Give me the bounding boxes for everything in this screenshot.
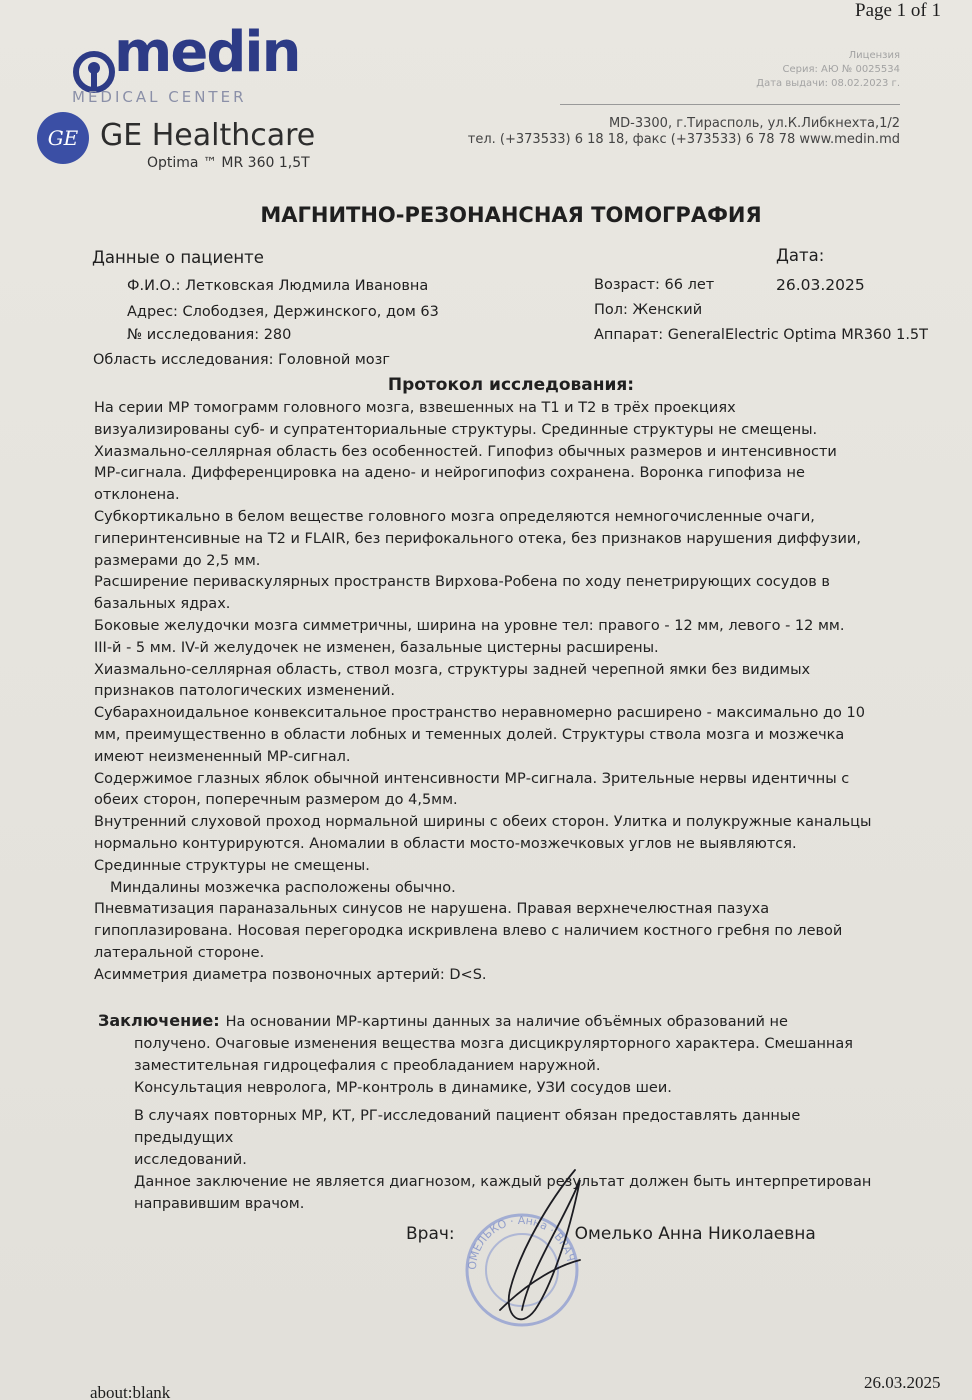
print-footer-date: 26.03.2025 <box>864 1373 941 1392</box>
doctor-name: Омелько Анна Николаевна <box>574 1224 816 1244</box>
date-label: Дата: <box>776 246 825 265</box>
clinic-address: MD-3300, г.Тирасполь, ул.К.Либкнехта,1/2 <box>608 116 900 131</box>
protocol-paragraph: Пневматизация параназальных синусов не нарушена. Правая верхнечелюстная пазуха гипоплазирована. Носовая перегородка искривлена влево с наличием костного гребня по левой латеральной стороне. <box>94 901 843 961</box>
protocol-paragraph: Внутренний слуховой проход нормальной ширины с обеих сторон. Улитка и полукружные канальцы нормально контурируются. Аномалии в области мосто-мозжечковых углов не выявляются. Срединные структуры не смещены. <box>94 814 872 874</box>
notice-previous-studies: В случаях повторных МР, КТ, РГ-исследований пациент обязан предоставлять данные предыдущих исследований. <box>134 1108 801 1168</box>
print-footer-url: about:blank <box>90 1383 171 1400</box>
doctor-signature <box>480 1160 590 1340</box>
medin-subtitle: MEDICAL CENTER <box>72 88 247 106</box>
patient-sex: Пол: Женский <box>594 302 703 318</box>
conclusion-first-line: На основании МР-картины данных за наличие объёмных образований не <box>225 1014 788 1030</box>
recommendation: Консультация невролога, МР-контроль в динамике, УЗИ сосудов шеи. <box>134 1080 672 1096</box>
ge-emblem-icon: GE <box>37 112 89 164</box>
protocol-paragraph: Субкортикально в белом веществе головного мозга определяются немногочисленные очаги, гиперинтенсивные на Т2 и FLAIR, без перифокального отека, без признаков нарушения диффузии, размерами до 2,5 мм. <box>94 508 861 569</box>
patient-section-label: Данные о пациенте <box>92 248 264 267</box>
device: Аппарат: GeneralElectric Optima MR360 1.5T <box>594 327 929 343</box>
page-number: Page 1 of 1 <box>855 0 942 21</box>
patient-name: Ф.И.О.: Летковская Людмила Ивановна <box>127 278 429 294</box>
protocol-title: Протокол исследования: <box>387 375 635 395</box>
conclusion-text: получено. Очаговые изменения вещества мозга дисцикрулярторного характера. Смешанная заместительная гидроцефалия с преобладанием наружной. <box>134 1036 854 1074</box>
notice-not-diagnosis: Данное заключение не является диагнозом, каждый результат должен быть интерпретирован направившим врачом. <box>134 1174 872 1212</box>
license-line-2: Серия: АЮ № 0025534 <box>782 64 900 75</box>
patient-address: Адрес: Слободзея, Держинского, дом 63 <box>127 304 439 320</box>
date-value: 26.03.2025 <box>776 276 865 294</box>
study-number: № исследования: 280 <box>127 327 292 343</box>
protocol-paragraph: Хиазмально-селлярная область без особенностей. Гипофиз обычных размеров и интенсивности МР-сигнала. Дифференцировка на адено- и нейрогипофиз сохранена. Воронка гипофиза не отклонена. <box>94 443 837 504</box>
clinic-phones: тел. (+373533) 6 18 18, факс (+373533) 6 78 78 www.medin.md <box>467 132 900 147</box>
study-region: Область исследования: Головной мозг <box>93 352 391 368</box>
document-title: МАГНИТНО-РЕЗОНАНСНАЯ ТОМОГРАФИЯ <box>260 203 762 227</box>
license-line-1: Лицензия <box>848 50 900 61</box>
license-line-3: Дата выдачи: 08.02.2023 г. <box>756 78 900 89</box>
protocol-paragraph: Расширение периваскулярных пространств Вирхова-Робена по ходу пенетрирующих сосудов в базальных ядрах. <box>94 574 830 613</box>
protocol-paragraph: Асимметрия диаметра позвоночных артерий: D<S. <box>94 966 487 983</box>
ge-brand-name: GE Healthcare <box>100 118 316 153</box>
conclusion-label: Заключение: <box>98 1011 220 1030</box>
stamp-text: ОМЕЛЬКО · Анна · ВРАЧ <box>465 1213 578 1271</box>
protocol-paragraph: Хиазмально-селлярная область, ствол мозга, структуры задней черепной ямки без видимых признаков патологических изменений. <box>94 661 811 700</box>
protocol-paragraph: На серии МР томограмм головного мозга, взвешенных на Т1 и Т2 в трёх проекциях визуализированы суб- и супратенториальные структуры. Срединные структуры не смещены. <box>94 400 818 438</box>
patient-age: Возраст: 66 лет <box>594 277 715 293</box>
header-divider <box>560 104 900 105</box>
protocol-paragraph: Содержимое глазных яблок обычной интенсивности МР-сигнала. Зрительные нервы идентичны с обеих сторон, поперечным размером до 4,5мм. <box>94 770 850 809</box>
protocol-paragraph: Боковые желудочки мозга симметричны, ширина на уровне тел: правого - 12 мм, левого - 12 мм. III-й - 5 мм. IV-й желудочек не изменен, базальные цистерны расширены. <box>94 617 845 656</box>
doctor-label: Врач: <box>406 1224 455 1244</box>
ge-model: Optima ™ MR 360 1,5T <box>147 155 310 171</box>
protocol-paragraph: Субарахноидальное конвекситальное пространство неравномерно расширено - максимально до 10 мм, преимущественно в области лобных и теменных долей. Структуры ствола мозга и мозжечка имеют неизмененный МР-сигнал. <box>94 705 865 765</box>
protocol-paragraph: Миндалины мозжечка расположены обычно. <box>110 879 456 896</box>
protocol-body <box>94 398 874 987</box>
medin-brand-name: medin <box>114 20 300 85</box>
doctor-line <box>406 1224 816 1244</box>
